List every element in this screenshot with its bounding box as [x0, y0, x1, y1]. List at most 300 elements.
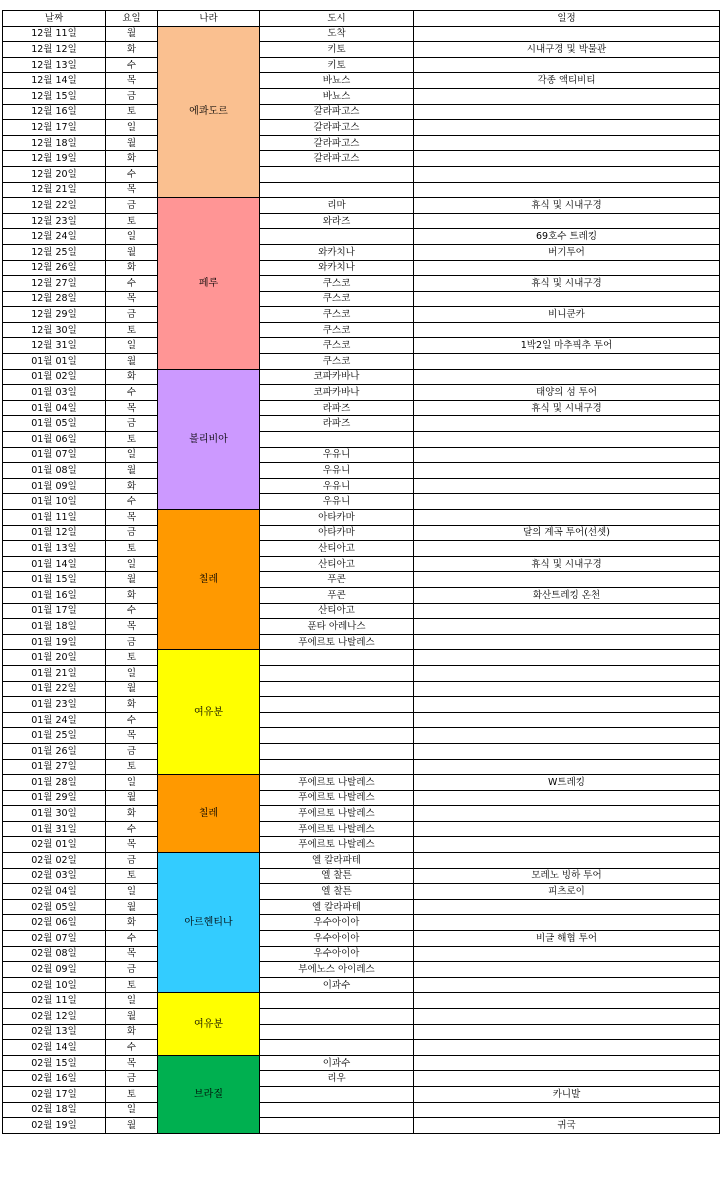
- table-row: [3, 806, 720, 822]
- date-cell: 01월 09일: [3, 478, 106, 494]
- schedule-cell: [414, 447, 720, 463]
- weekday-cell: 금: [106, 525, 158, 541]
- table-row: [3, 884, 720, 900]
- schedule-cell: [414, 837, 720, 853]
- date-cell: 02월 17일: [3, 1086, 106, 1102]
- table-row: [3, 619, 720, 635]
- country-cell: 브라질: [158, 1055, 260, 1133]
- weekday-cell: 수: [106, 385, 158, 401]
- weekday-cell: 토: [106, 650, 158, 666]
- city-cell: 푸에르토 나탈레스: [260, 790, 414, 806]
- schedule-cell: [414, 946, 720, 962]
- schedule-cell: [414, 821, 720, 837]
- weekday-cell: 토: [106, 868, 158, 884]
- schedule-cell: 모레노 빙하 투어: [414, 868, 720, 884]
- schedule-cell: [414, 743, 720, 759]
- city-cell: 이과수: [260, 977, 414, 993]
- schedule-cell: [414, 915, 720, 931]
- weekday-cell: 목: [106, 510, 158, 526]
- date-cell: 12월 20일: [3, 166, 106, 182]
- schedule-cell: [414, 634, 720, 650]
- city-cell: 코파카바나: [260, 369, 414, 385]
- weekday-cell: 화: [106, 587, 158, 603]
- weekday-cell: 목: [106, 946, 158, 962]
- weekday-cell: 월: [106, 26, 158, 42]
- table-row: [3, 650, 720, 666]
- date-cell: 12월 14일: [3, 73, 106, 89]
- city-cell: 푸에르토 나탈레스: [260, 775, 414, 791]
- date-cell: 12월 18일: [3, 135, 106, 151]
- table-row: [3, 1102, 720, 1118]
- city-cell: 푸에르토 나탈레스: [260, 806, 414, 822]
- country-cell: 볼리비아: [158, 369, 260, 509]
- schedule-cell: [414, 26, 720, 42]
- table-row: [3, 931, 720, 947]
- schedule-cell: [414, 416, 720, 432]
- city-cell: [260, 1009, 414, 1025]
- itinerary-table: [2, 10, 720, 1134]
- weekday-cell: 월: [106, 681, 158, 697]
- table-row: [3, 494, 720, 510]
- table-row: [3, 213, 720, 229]
- date-cell: 02월 16일: [3, 1071, 106, 1087]
- city-cell: 바뇨스: [260, 88, 414, 104]
- date-cell: 02월 03일: [3, 868, 106, 884]
- table-row: [3, 837, 720, 853]
- city-cell: [260, 665, 414, 681]
- date-cell: 02월 07일: [3, 931, 106, 947]
- table-row: [3, 572, 720, 588]
- city-cell: 산티아고: [260, 556, 414, 572]
- schedule-cell: [414, 665, 720, 681]
- weekday-cell: 화: [106, 697, 158, 713]
- weekday-cell: 토: [106, 541, 158, 557]
- country-cell: 페루: [158, 198, 260, 370]
- schedule-cell: [414, 1071, 720, 1087]
- schedule-cell: [414, 1040, 720, 1056]
- schedule-cell: 휴식 및 시내구경: [414, 400, 720, 416]
- table-row: [3, 868, 720, 884]
- date-cell: 01월 31일: [3, 821, 106, 837]
- schedule-cell: 버기투어: [414, 244, 720, 260]
- date-cell: 01월 26일: [3, 743, 106, 759]
- date-cell: 12월 21일: [3, 182, 106, 198]
- table-body: [3, 26, 720, 1133]
- weekday-cell: 금: [106, 634, 158, 650]
- date-cell: 02월 08일: [3, 946, 106, 962]
- weekday-cell: 목: [106, 73, 158, 89]
- date-cell: 12월 13일: [3, 57, 106, 73]
- city-cell: 산티아고: [260, 603, 414, 619]
- table-row: [3, 135, 720, 151]
- city-cell: [260, 993, 414, 1009]
- date-cell: 02월 05일: [3, 899, 106, 915]
- schedule-cell: [414, 681, 720, 697]
- weekday-cell: 일: [106, 229, 158, 245]
- date-cell: 01월 14일: [3, 556, 106, 572]
- schedule-cell: [414, 977, 720, 993]
- date-cell: 02월 12일: [3, 1009, 106, 1025]
- date-cell: 12월 11일: [3, 26, 106, 42]
- weekday-cell: 수: [106, 166, 158, 182]
- weekday-cell: 토: [106, 759, 158, 775]
- header-schedule: 일정: [414, 11, 720, 27]
- country-cell: 여유분: [158, 650, 260, 775]
- country-cell: 에콰도르: [158, 26, 260, 198]
- table-row: [3, 369, 720, 385]
- weekday-cell: 수: [106, 276, 158, 292]
- schedule-cell: 귀국: [414, 1118, 720, 1134]
- schedule-cell: [414, 572, 720, 588]
- weekday-cell: 월: [106, 1009, 158, 1025]
- weekday-cell: 토: [106, 213, 158, 229]
- city-cell: [260, 1118, 414, 1134]
- table-row: [3, 104, 720, 120]
- weekday-cell: 월: [106, 244, 158, 260]
- weekday-cell: 토: [106, 432, 158, 448]
- city-cell: 갈라파고스: [260, 120, 414, 136]
- date-cell: 12월 25일: [3, 244, 106, 260]
- weekday-cell: 수: [106, 494, 158, 510]
- date-cell: 01월 20일: [3, 650, 106, 666]
- schedule-cell: W트레킹: [414, 775, 720, 791]
- table-row: [3, 385, 720, 401]
- table-row: [3, 681, 720, 697]
- city-cell: [260, 743, 414, 759]
- city-cell: [260, 1040, 414, 1056]
- table-row: [3, 182, 720, 198]
- date-cell: 02월 11일: [3, 993, 106, 1009]
- date-cell: 02월 04일: [3, 884, 106, 900]
- city-cell: [260, 697, 414, 713]
- weekday-cell: 월: [106, 1118, 158, 1134]
- city-cell: 산티아고: [260, 541, 414, 557]
- date-cell: 01월 30일: [3, 806, 106, 822]
- schedule-cell: [414, 260, 720, 276]
- header-row: [3, 11, 720, 27]
- weekday-cell: 월: [106, 463, 158, 479]
- city-cell: [260, 681, 414, 697]
- schedule-cell: [414, 603, 720, 619]
- date-cell: 12월 19일: [3, 151, 106, 167]
- weekday-cell: 일: [106, 556, 158, 572]
- weekday-cell: 일: [106, 993, 158, 1009]
- weekday-cell: 화: [106, 42, 158, 58]
- city-cell: [260, 432, 414, 448]
- schedule-cell: 피츠로이: [414, 884, 720, 900]
- date-cell: 01월 10일: [3, 494, 106, 510]
- schedule-cell: 휴식 및 시내구경: [414, 276, 720, 292]
- table-row: [3, 665, 720, 681]
- table-row: [3, 276, 720, 292]
- city-cell: 갈라파고스: [260, 151, 414, 167]
- table-row: [3, 728, 720, 744]
- city-cell: 키토: [260, 42, 414, 58]
- city-cell: [260, 728, 414, 744]
- schedule-cell: [414, 899, 720, 915]
- table-row: [3, 307, 720, 323]
- table-row: [3, 88, 720, 104]
- city-cell: 푸에르토 나탈레스: [260, 837, 414, 853]
- date-cell: 01월 21일: [3, 665, 106, 681]
- schedule-cell: 태양의 섬 투어: [414, 385, 720, 401]
- city-cell: 갈라파고스: [260, 104, 414, 120]
- table-row: [3, 338, 720, 354]
- date-cell: 01월 12일: [3, 525, 106, 541]
- date-cell: 01월 13일: [3, 541, 106, 557]
- header-weekday: 요일: [106, 11, 158, 27]
- weekday-cell: 화: [106, 369, 158, 385]
- weekday-cell: 화: [106, 260, 158, 276]
- schedule-cell: [414, 541, 720, 557]
- weekday-cell: 토: [106, 977, 158, 993]
- date-cell: 12월 26일: [3, 260, 106, 276]
- schedule-cell: [414, 57, 720, 73]
- schedule-cell: [414, 291, 720, 307]
- weekday-cell: 목: [106, 400, 158, 416]
- schedule-cell: 카니발: [414, 1086, 720, 1102]
- date-cell: 01월 22일: [3, 681, 106, 697]
- country-cell: 여유분: [158, 993, 260, 1055]
- table-row: [3, 790, 720, 806]
- date-cell: 01월 17일: [3, 603, 106, 619]
- city-cell: 바뇨스: [260, 73, 414, 89]
- schedule-cell: 각종 액티비티: [414, 73, 720, 89]
- table-row: [3, 1086, 720, 1102]
- city-cell: 우수아이아: [260, 915, 414, 931]
- date-cell: 02월 14일: [3, 1040, 106, 1056]
- date-cell: 01월 28일: [3, 775, 106, 791]
- city-cell: [260, 759, 414, 775]
- city-cell: 우유니: [260, 478, 414, 494]
- city-cell: 쿠스코: [260, 338, 414, 354]
- date-cell: 02월 09일: [3, 962, 106, 978]
- weekday-cell: 월: [106, 572, 158, 588]
- schedule-cell: [414, 478, 720, 494]
- city-cell: 푼타 아레나스: [260, 619, 414, 635]
- city-cell: 쿠스코: [260, 307, 414, 323]
- schedule-cell: [414, 790, 720, 806]
- schedule-cell: [414, 697, 720, 713]
- city-cell: 아타카마: [260, 510, 414, 526]
- city-cell: 우유니: [260, 447, 414, 463]
- date-cell: 02월 15일: [3, 1055, 106, 1071]
- weekday-cell: 수: [106, 712, 158, 728]
- date-cell: 01월 02일: [3, 369, 106, 385]
- city-cell: 엘 칼라파테: [260, 899, 414, 915]
- header-country: 나라: [158, 11, 260, 27]
- table-row: [3, 775, 720, 791]
- weekday-cell: 일: [106, 884, 158, 900]
- city-cell: 라파즈: [260, 400, 414, 416]
- schedule-cell: [414, 354, 720, 370]
- city-cell: 아타카마: [260, 525, 414, 541]
- table-row: [3, 463, 720, 479]
- table-row: [3, 899, 720, 915]
- city-cell: [260, 229, 414, 245]
- table-row: [3, 198, 720, 214]
- weekday-cell: 금: [106, 88, 158, 104]
- schedule-cell: [414, 213, 720, 229]
- table-row: [3, 447, 720, 463]
- weekday-cell: 화: [106, 915, 158, 931]
- weekday-cell: 일: [106, 775, 158, 791]
- date-cell: 12월 27일: [3, 276, 106, 292]
- schedule-cell: 휴식 및 시내구경: [414, 556, 720, 572]
- city-cell: 엘 찰튼: [260, 884, 414, 900]
- table-row: [3, 821, 720, 837]
- table-row: [3, 151, 720, 167]
- schedule-cell: [414, 1009, 720, 1025]
- table-row: [3, 166, 720, 182]
- weekday-cell: 금: [106, 416, 158, 432]
- schedule-cell: 비니쿤카: [414, 307, 720, 323]
- table-row: [3, 510, 720, 526]
- city-cell: 쿠스코: [260, 322, 414, 338]
- date-cell: 02월 18일: [3, 1102, 106, 1118]
- date-cell: 01월 25일: [3, 728, 106, 744]
- weekday-cell: 일: [106, 447, 158, 463]
- weekday-cell: 월: [106, 790, 158, 806]
- schedule-cell: [414, 728, 720, 744]
- city-cell: 와카치나: [260, 244, 414, 260]
- table-row: [3, 946, 720, 962]
- schedule-cell: 화산트레킹 온천: [414, 587, 720, 603]
- date-cell: 01월 06일: [3, 432, 106, 448]
- weekday-cell: 토: [106, 1086, 158, 1102]
- schedule-cell: [414, 619, 720, 635]
- schedule-cell: [414, 712, 720, 728]
- weekday-cell: 수: [106, 57, 158, 73]
- date-cell: 01월 16일: [3, 587, 106, 603]
- date-cell: 12월 12일: [3, 42, 106, 58]
- table-row: [3, 432, 720, 448]
- weekday-cell: 화: [106, 478, 158, 494]
- weekday-cell: 일: [106, 338, 158, 354]
- date-cell: 01월 19일: [3, 634, 106, 650]
- table-row: [3, 400, 720, 416]
- date-cell: 01월 24일: [3, 712, 106, 728]
- schedule-cell: 시내구경 및 박물관: [414, 42, 720, 58]
- weekday-cell: 일: [106, 1102, 158, 1118]
- date-cell: 01월 27일: [3, 759, 106, 775]
- table-row: [3, 1024, 720, 1040]
- schedule-cell: 달의 계곡 투어(선셋): [414, 525, 720, 541]
- city-cell: 푸콘: [260, 572, 414, 588]
- table-row: [3, 1040, 720, 1056]
- schedule-cell: [414, 369, 720, 385]
- table-row: [3, 977, 720, 993]
- weekday-cell: 금: [106, 307, 158, 323]
- schedule-cell: [414, 1055, 720, 1071]
- table-row: [3, 743, 720, 759]
- weekday-cell: 금: [106, 743, 158, 759]
- date-cell: 12월 22일: [3, 198, 106, 214]
- date-cell: 01월 03일: [3, 385, 106, 401]
- table-row: [3, 416, 720, 432]
- table-row: [3, 853, 720, 869]
- schedule-cell: [414, 432, 720, 448]
- weekday-cell: 수: [106, 821, 158, 837]
- schedule-cell: [414, 120, 720, 136]
- weekday-cell: 수: [106, 931, 158, 947]
- schedule-cell: [414, 993, 720, 1009]
- schedule-cell: [414, 182, 720, 198]
- schedule-cell: 비글 해협 투어: [414, 931, 720, 947]
- date-cell: 01월 23일: [3, 697, 106, 713]
- date-cell: 12월 17일: [3, 120, 106, 136]
- table-row: [3, 26, 720, 42]
- city-cell: 우유니: [260, 463, 414, 479]
- date-cell: 01월 11일: [3, 510, 106, 526]
- weekday-cell: 목: [106, 619, 158, 635]
- schedule-cell: [414, 151, 720, 167]
- country-cell: 아르헨티나: [158, 853, 260, 993]
- weekday-cell: 일: [106, 120, 158, 136]
- table-row: [3, 57, 720, 73]
- table-row: [3, 697, 720, 713]
- city-cell: 쿠스코: [260, 354, 414, 370]
- weekday-cell: 화: [106, 1024, 158, 1040]
- schedule-cell: [414, 104, 720, 120]
- city-cell: 라파즈: [260, 416, 414, 432]
- date-cell: 02월 01일: [3, 837, 106, 853]
- city-cell: [260, 166, 414, 182]
- city-cell: [260, 1102, 414, 1118]
- city-cell: 우수아이아: [260, 946, 414, 962]
- table-row: [3, 712, 720, 728]
- city-cell: 리우: [260, 1071, 414, 1087]
- weekday-cell: 목: [106, 182, 158, 198]
- schedule-cell: [414, 853, 720, 869]
- date-cell: 12월 30일: [3, 322, 106, 338]
- table-row: [3, 541, 720, 557]
- table-row: [3, 587, 720, 603]
- city-cell: 우유니: [260, 494, 414, 510]
- schedule-cell: [414, 322, 720, 338]
- table-row: [3, 42, 720, 58]
- date-cell: 01월 29일: [3, 790, 106, 806]
- city-cell: 쿠스코: [260, 291, 414, 307]
- schedule-cell: [414, 463, 720, 479]
- table-row: [3, 244, 720, 260]
- date-cell: 12월 29일: [3, 307, 106, 323]
- table-row: [3, 759, 720, 775]
- schedule-cell: [414, 494, 720, 510]
- date-cell: 12월 15일: [3, 88, 106, 104]
- country-cell: 칠레: [158, 775, 260, 853]
- table-row: [3, 556, 720, 572]
- table-row: [3, 603, 720, 619]
- weekday-cell: 금: [106, 198, 158, 214]
- date-cell: 01월 18일: [3, 619, 106, 635]
- city-cell: 코파카바나: [260, 385, 414, 401]
- date-cell: 01월 05일: [3, 416, 106, 432]
- schedule-cell: 69호수 트레킹: [414, 229, 720, 245]
- table-row: [3, 120, 720, 136]
- schedule-cell: [414, 1024, 720, 1040]
- date-cell: 12월 31일: [3, 338, 106, 354]
- weekday-cell: 수: [106, 603, 158, 619]
- schedule-cell: [414, 510, 720, 526]
- city-cell: [260, 1086, 414, 1102]
- weekday-cell: 금: [106, 853, 158, 869]
- weekday-cell: 목: [106, 291, 158, 307]
- date-cell: 01월 08일: [3, 463, 106, 479]
- date-cell: 01월 04일: [3, 400, 106, 416]
- schedule-cell: 휴식 및 시내구경: [414, 198, 720, 214]
- city-cell: [260, 1024, 414, 1040]
